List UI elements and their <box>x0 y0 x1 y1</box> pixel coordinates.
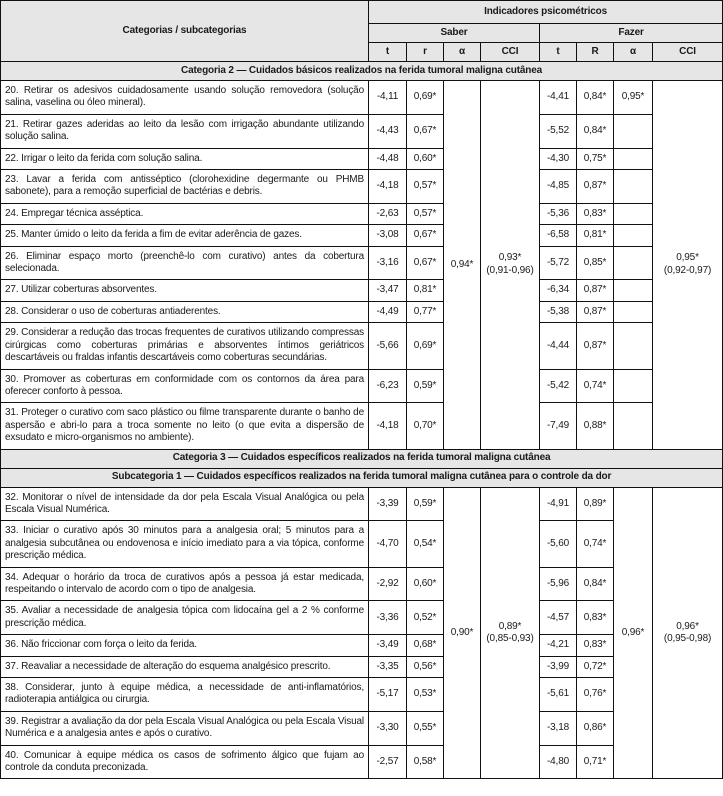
item-description: 27. Utilizar coberturas absorventes. <box>1 280 369 301</box>
saber-alpha-header: α <box>444 43 481 62</box>
table-row <box>1 280 723 301</box>
saber-r-value: 0,69* <box>407 81 444 115</box>
item-description: 33. Iniciar o curativo após 30 minutos para a analgesia oral; 5 minutos para a analgesia subcutânea ou endovenosa e início imediato para a via tópica, conforme prescrição médica. <box>1 521 369 567</box>
fazer-r-value: 0,72* <box>577 656 614 677</box>
saber-t-value: -3,47 <box>369 280 407 301</box>
table-row <box>1 148 723 169</box>
saber-r-header: r <box>407 43 444 62</box>
fazer-t-value: -5,61 <box>540 678 577 712</box>
item-description: 20. Retirar os adesivos cuidadosamente usando solução removedora (solução salina, vaselina ou óleo mineral). <box>1 81 369 115</box>
fazer-r-value: 0,86* <box>577 711 614 745</box>
fazer-t-value: -6,34 <box>540 280 577 301</box>
saber-r-value: 0,56* <box>407 656 444 677</box>
fazer-t-value: -4,21 <box>540 635 577 656</box>
fazer-r-value: 0,75* <box>577 148 614 169</box>
saber-t-value: -4,70 <box>369 521 407 567</box>
subcategory-title: Subcategoria 1 — Cuidados específicos realizados na ferida tumoral maligna cutânea para o controle da dor <box>1 468 723 487</box>
fazer-t-value: -4,41 <box>540 81 577 115</box>
saber-r-value: 0,77* <box>407 301 444 322</box>
fazer-r-value: 0,83* <box>577 203 614 224</box>
item-description: 34. Adequar o horário da troca de curativos após a pessoa já estar medicada, respeitando o intervalo de acordo com o tipo de analgesia. <box>1 567 369 601</box>
item-description: 29. Considerar a redução das trocas frequentes de curativos utilizando compressas cirúrgicas como coberturas primárias e absorventes íntimos geriátricos descartáveis ou fraldas infantis descartáveis como coberturas secundárias. <box>1 323 369 369</box>
fazer-r-value: 0,85* <box>577 246 614 280</box>
item-description: 36. Não friccionar com força o leito da ferida. <box>1 635 369 656</box>
fazer-t-value: -3,18 <box>540 711 577 745</box>
saber-r-value: 0,68* <box>407 635 444 656</box>
fazer-r-value: 0,88* <box>577 403 614 449</box>
saber-r-value: 0,59* <box>407 369 444 403</box>
saber-t-value: -5,66 <box>369 323 407 369</box>
table-row <box>1 403 723 449</box>
fazer-header: Fazer <box>540 24 723 43</box>
subcategory-row <box>1 468 723 487</box>
fazer-r-value: 0,81* <box>577 225 614 246</box>
fazer-t-value: -5,52 <box>540 114 577 148</box>
saber-r-value: 0,67* <box>407 225 444 246</box>
fazer-t-value: -4,91 <box>540 487 577 521</box>
item-description: 30. Promover as coberturas em conformidade com os contornos da área para oferecer conforto à pessoa. <box>1 369 369 403</box>
fazer-r-value: 0,83* <box>577 601 614 635</box>
saber-r-value: 0,57* <box>407 203 444 224</box>
fazer-t-value: -5,36 <box>540 203 577 224</box>
fazer-t-value: -4,57 <box>540 601 577 635</box>
fazer-alpha-value: 0,96* <box>614 487 653 779</box>
fazer-r-value: 0,84* <box>577 567 614 601</box>
fazer-t-value: -5,72 <box>540 246 577 280</box>
fazer-r-value: 0,84* <box>577 81 614 115</box>
item-description: 39. Registrar a avaliação da dor pela Escala Visual Analógica ou pela Escala Visual Numérica e a analgesia antes e após o curativo. <box>1 711 369 745</box>
fazer-alpha-value <box>614 203 653 224</box>
fazer-r-header: R <box>577 43 614 62</box>
fazer-r-value: 0,76* <box>577 678 614 712</box>
saber-r-value: 0,67* <box>407 114 444 148</box>
saber-r-value: 0,53* <box>407 678 444 712</box>
fazer-t-value: -3,99 <box>540 656 577 677</box>
category-title: Categoria 2 — Cuidados básicos realizados na ferida tumoral maligna cutânea <box>1 62 723 81</box>
fazer-alpha-value <box>614 148 653 169</box>
fazer-t-value: -5,38 <box>540 301 577 322</box>
table-row <box>1 225 723 246</box>
saber-t-value: -6,23 <box>369 369 407 403</box>
table-row <box>1 81 723 115</box>
saber-r-value: 0,67* <box>407 246 444 280</box>
saber-t-value: -3,35 <box>369 656 407 677</box>
fazer-t-value: -4,85 <box>540 170 577 204</box>
fazer-alpha-value <box>614 301 653 322</box>
fazer-cci-ci: (0,95-0,98) <box>663 632 712 644</box>
saber-r-value: 0,57* <box>407 170 444 204</box>
fazer-r-value: 0,84* <box>577 114 614 148</box>
saber-t-value: -5,17 <box>369 678 407 712</box>
fazer-t-value: -4,30 <box>540 148 577 169</box>
item-description: 22. Irrigar o leito da ferida com solução salina. <box>1 148 369 169</box>
saber-r-value: 0,60* <box>407 148 444 169</box>
fazer-r-value: 0,71* <box>577 745 614 779</box>
fazer-t-value: -4,44 <box>540 323 577 369</box>
saber-cci <box>481 487 540 779</box>
saber-t-value: -4,43 <box>369 114 407 148</box>
item-description: 38. Considerar, junto à equipe médica, a necessidade de anti-inflamatórios, radioterapia antiálgica ou cirurgia. <box>1 678 369 712</box>
fazer-t-value: -6,58 <box>540 225 577 246</box>
saber-alpha-value: 0,90* <box>444 487 481 779</box>
indicators-header: Indicadores psicométricos <box>369 1 723 24</box>
saber-t-value: -4,48 <box>369 148 407 169</box>
saber-t-value: -4,11 <box>369 81 407 115</box>
saber-r-value: 0,69* <box>407 323 444 369</box>
table-header <box>1 1 723 62</box>
fazer-r-value: 0,87* <box>577 170 614 204</box>
item-description: 31. Proteger o curativo com saco plástico ou filme transparente durante o banho de aspersão e abri-lo para a troca somente no leito (o que evita a dispersão de exsudato e micro-organismos no ambiente). <box>1 403 369 449</box>
fazer-r-value: 0,87* <box>577 301 614 322</box>
fazer-cci-value: 0,95* <box>676 252 699 264</box>
item-description: 21. Retirar gazes aderidas ao leito da lesão com irrigação abundante utilizando solução salina. <box>1 114 369 148</box>
fazer-alpha-value <box>614 323 653 369</box>
fazer-r-value: 0,89* <box>577 487 614 521</box>
fazer-cci-header: CCI <box>653 43 723 62</box>
saber-t-value: -3,39 <box>369 487 407 521</box>
saber-cci <box>481 81 540 450</box>
saber-t-value: -4,18 <box>369 170 407 204</box>
fazer-cci <box>653 487 723 779</box>
fazer-t-value: -7,49 <box>540 403 577 449</box>
saber-cci-ci: (0,85-0,93) <box>486 632 534 644</box>
saber-t-value: -3,30 <box>369 711 407 745</box>
saber-header: Saber <box>369 24 540 43</box>
saber-t-value: -3,16 <box>369 246 407 280</box>
saber-t-value: -3,08 <box>369 225 407 246</box>
saber-t-value: -2,63 <box>369 203 407 224</box>
saber-t-value: -4,49 <box>369 301 407 322</box>
fazer-r-value: 0,74* <box>577 369 614 403</box>
table-row <box>1 369 723 403</box>
category-row <box>1 449 723 468</box>
saber-t-value: -4,18 <box>369 403 407 449</box>
table-body <box>1 62 723 779</box>
fazer-r-value: 0,83* <box>577 635 614 656</box>
fazer-alpha-value <box>614 369 653 403</box>
table-row <box>1 323 723 369</box>
saber-r-value: 0,59* <box>407 487 444 521</box>
fazer-t-value: -5,42 <box>540 369 577 403</box>
table-row <box>1 487 723 521</box>
saber-t-value: -3,36 <box>369 601 407 635</box>
saber-r-value: 0,54* <box>407 521 444 567</box>
fazer-cci <box>653 81 723 450</box>
table-row <box>1 170 723 204</box>
saber-t-value: -2,57 <box>369 745 407 779</box>
saber-r-value: 0,52* <box>407 601 444 635</box>
saber-cci-value: 0,89* <box>498 620 522 632</box>
saber-t-value: -2,92 <box>369 567 407 601</box>
fazer-alpha-value <box>614 114 653 148</box>
fazer-cci-ci: (0,92-0,97) <box>663 264 712 276</box>
fazer-r-value: 0,87* <box>577 280 614 301</box>
fazer-t-value: -5,60 <box>540 521 577 567</box>
saber-r-value: 0,58* <box>407 745 444 779</box>
item-description: 25. Manter úmido o leito da ferida a fim de evitar aderência de gazes. <box>1 225 369 246</box>
fazer-r-value: 0,74* <box>577 521 614 567</box>
fazer-alpha-value <box>614 170 653 204</box>
fazer-r-value: 0,87* <box>577 323 614 369</box>
fazer-alpha-value: 0,95* <box>614 81 653 115</box>
table-row <box>1 246 723 280</box>
item-description: 24. Empregar técnica asséptica. <box>1 203 369 224</box>
fazer-t-value: -5,96 <box>540 567 577 601</box>
saber-cci-value: 0,93* <box>498 252 522 264</box>
fazer-alpha-value <box>614 280 653 301</box>
item-description: 40. Comunicar à equipe médica os casos de sofrimento álgico que fujam ao controle da conduta preconizada. <box>1 745 369 779</box>
table-row <box>1 301 723 322</box>
item-description: 23. Lavar a ferida com antisséptico (clorohexidine degermante ou PHMB sabonete), para a remoção superficial de bactérias e debris. <box>1 170 369 204</box>
categories-header: Categorias / subcategorias <box>1 1 369 62</box>
saber-t-value: -3,49 <box>369 635 407 656</box>
saber-r-value: 0,55* <box>407 711 444 745</box>
saber-cci-ci: (0,91-0,96) <box>486 264 534 276</box>
saber-r-value: 0,60* <box>407 567 444 601</box>
fazer-t-header: t <box>540 43 577 62</box>
category-title: Categoria 3 — Cuidados específicos realizados na ferida tumoral maligna cutânea <box>1 449 723 468</box>
item-description: 37. Reavaliar a necessidade de alteração do esquema analgésico prescrito. <box>1 656 369 677</box>
fazer-alpha-value <box>614 246 653 280</box>
fazer-alpha-value <box>614 225 653 246</box>
saber-r-value: 0,81* <box>407 280 444 301</box>
saber-cci-header: CCI <box>481 43 540 62</box>
item-description: 32. Monitorar o nível de intensidade da dor pela Escala Visual Analógica ou pela Escala Visual Numérica. <box>1 487 369 521</box>
fazer-alpha-header: α <box>614 43 653 62</box>
fazer-alpha-value <box>614 403 653 449</box>
saber-alpha-value: 0,94* <box>444 81 481 450</box>
fazer-cci-value: 0,96* <box>676 620 699 632</box>
table-row <box>1 203 723 224</box>
item-description: 26. Eliminar espaço morto (preenchê-lo com curativo) antes da cobertura selecionada. <box>1 246 369 280</box>
category-row <box>1 62 723 81</box>
saber-r-value: 0,70* <box>407 403 444 449</box>
table-row <box>1 114 723 148</box>
fazer-t-value: -4,80 <box>540 745 577 779</box>
item-description: 35. Avaliar a necessidade de analgesia tópica com lidocaína gel a 2 % conforme prescrição médica. <box>1 601 369 635</box>
saber-t-header: t <box>369 43 407 62</box>
item-description: 28. Considerar o uso de coberturas antiaderentes. <box>1 301 369 322</box>
